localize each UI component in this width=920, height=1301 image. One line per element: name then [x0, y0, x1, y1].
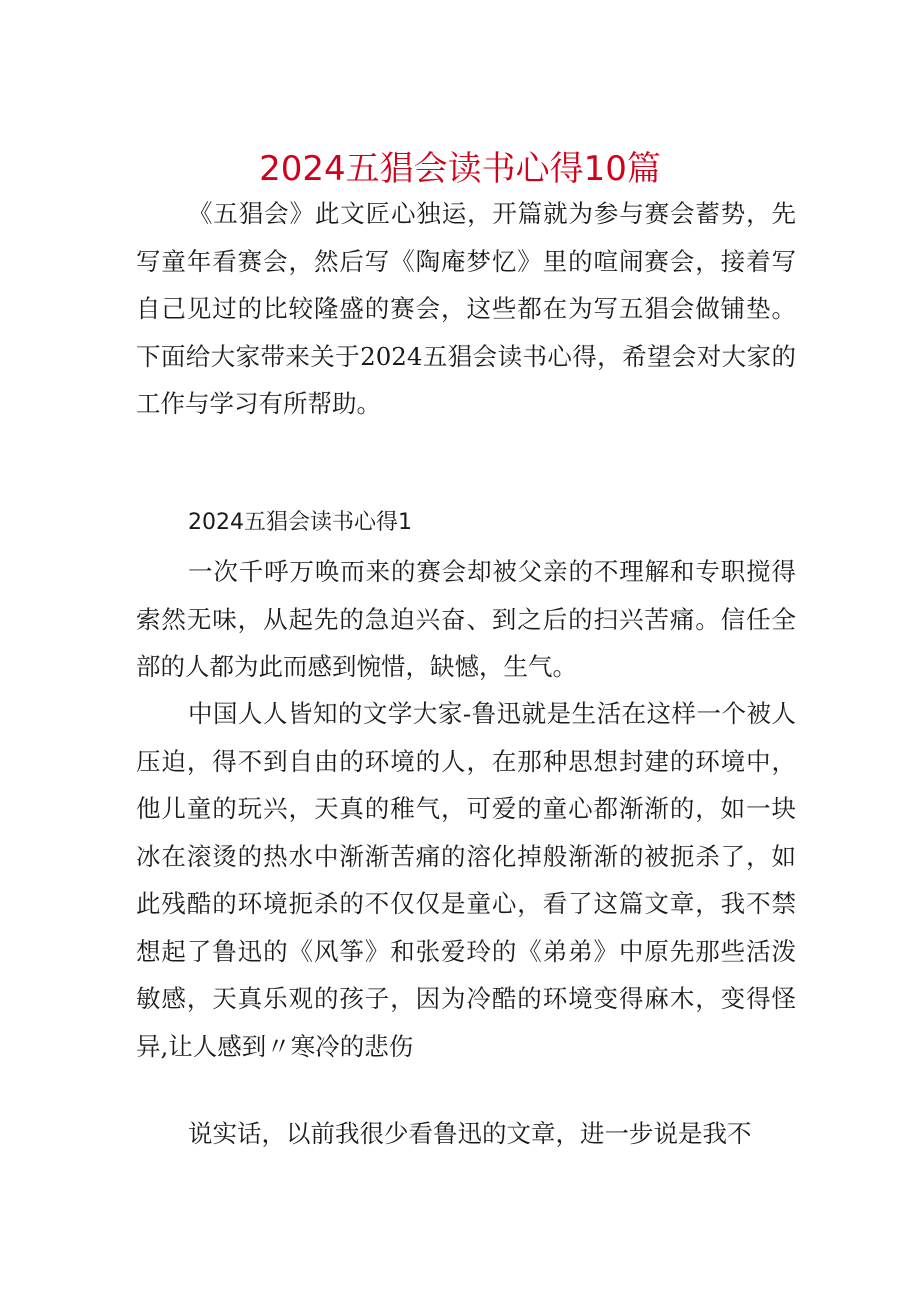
section-heading: 2024五猖会读书心得1 [188, 510, 412, 535]
body-paragraph: 一次千呼万唤而来的赛会却被父亲的不理解和专职搅得索然无味，从起先的急迫兴奋、到之后的扫兴苦痛。信任全部的人都为此而感到惋惜，缺憾，生气。 [136, 557, 796, 681]
body-paragraph: 中国人人皆知的文学大家-鲁迅就是生活在这样一个被人压迫，得不到自由的环境的人，在那种思想封建的环境中，他儿童的玩兴，天真的稚气，可爱的童心都渐渐的，如一块冰在滚烫的热水中渐渐苦痛的溶化掉般渐渐的被扼杀了，如此残酷的环境扼杀的不仅仅是童心，看了这篇文章，我不禁想起了鲁迅的《风筝》和张爱玲的《弟弟》中原先那些活泼敏感，天真乐观的孩子，因为冷酷的环境变得麻木，变得怪异,让人感到〃寒冷的悲伤 [136, 699, 796, 1061]
intro-paragraph: 《五猖会》此文匠心独运，开篇就为参与赛会蓄势，先写童年看赛会，然后写《陶庵梦忆》里的喧闹赛会，接着写自己见过的比较隆盛的赛会，这些都在为写五猖会做铺垫。下面给大家带来关于2024五猖会读书心得，希望会对大家的工作与学习有所帮助。 [136, 199, 796, 418]
document-title: 2024五猖会读书心得10篇 [259, 149, 661, 189]
body-paragraph: 说实话，以前我很少看鲁迅的文章，进一步说是我不 [188, 1119, 752, 1148]
